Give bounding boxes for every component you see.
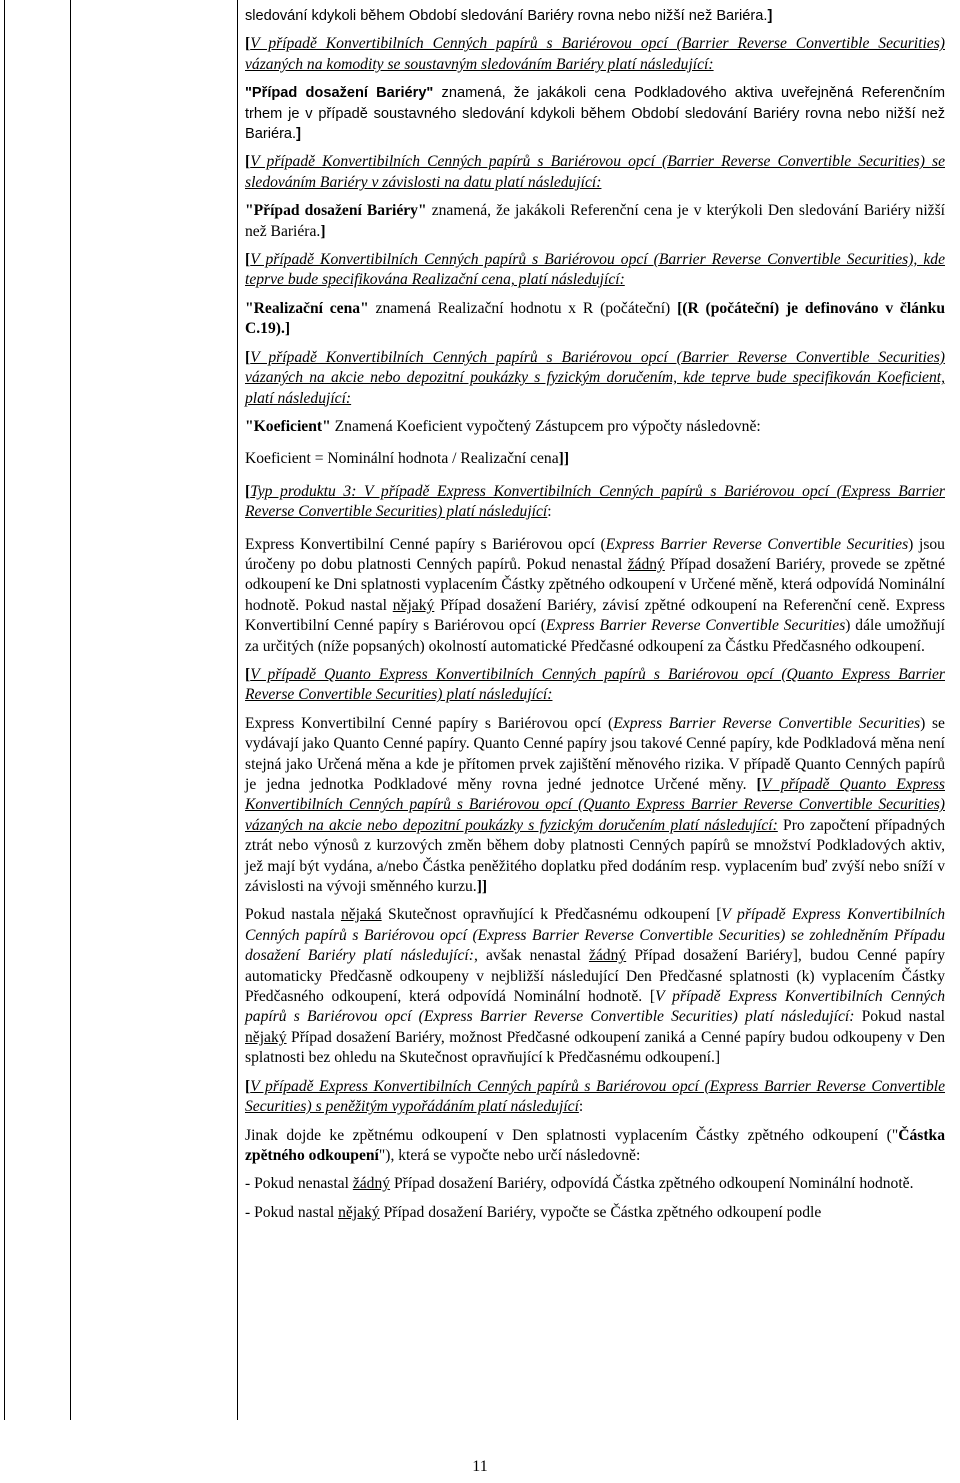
paragraph-continuation: sledování kdykoli během Období sledování Bariéry rovna nebo nižší než Bariéra.]	[245, 8, 773, 24]
table-border-mid-2	[237, 0, 238, 1420]
list-item-no-barrier-event: - Pokud nenastal žádný Případ dosažení Bariéry, odpovídá Částka zpětného odkoupení Nominální hodnotě.	[245, 1175, 914, 1193]
paragraph-commodity-condition: [V případě Konvertibilních Cenných papírů s Bariérovou opcí (Barrier Reverse Convertible Securities) vázaných na komodity se soustavným sledováním Bariéry platí následující:	[245, 35, 945, 73]
paragraph-early-redemption: Pokud nastala nějaká Skutečnost opravňující k Předčasnému odkoupení [V případě Express Konvertibilních Cenných papírů s Bariérovou opcí (Express Barrier Reverse Convertible Securities) se zohledněním Případu dosažení Bariéry platí následující:, avšak nenastal žádný Případ dosažení Bariéry], budou Cenné papíry automaticky Předčasně odkoupeny v nejbližší následující Den Předčasné splatnosti (k) vyplacením Částky Předčasného odkoupení, která odpovídá Nominální hodnotě. [V případě Express Konvertibilních Cenných papírů s Bariérovou opcí (Express Barrier Reverse Convertible Securities) platí následující: Pokud nastal nějaký Případ dosažení Bariéry, možnost Předčasné odkoupení zaniká a Cenné papíry budou odkoupeny v Den splatnosti bez ohledu na Skutečnost opravňující k Předčasnému odkoupení.]	[245, 906, 946, 1067]
paragraph-express-description: Express Konvertibilní Cenné papíry s Bariérovou opcí (Express Barrier Reverse Convertible Securities) jsou úročeny po dobu platnosti Cenných papírů. Pokud nenastal žádný Případ dosažení Bariéry, provede se zpětné odkoupení ke Dni splatnosti vyplacením Částky zpětného odkoupení v Určené měně, která odpovídá Nominální hodnotě. Pokud nastal nějaký Případ dosažení Bariéry, závisí zpětné odkoupení na Referenční ceně. Express Konvertibilní Cenné papíry s Bariérovou opcí (Express Barrier Reverse Convertible Securities) dále umožňují za určitých (níže popsaných) okolností automatické Předčasné odkoupení za Částku Předčasného odkoupení.	[245, 535, 945, 655]
paragraph-ratio-formula: Koeficient = Nominální hodnota / Realizační cena]]	[245, 450, 570, 468]
paragraph-product-type-3: [Typ produktu 3: V případě Express Konvertibilních Cenných papírů s Bariérovou opcí (Express Barrier Reverse Convertible Securities) platí následující:	[245, 482, 945, 521]
page-number: 11	[472, 1458, 488, 1475]
paragraph-quanto-condition: [V případě Quanto Express Konvertibilních Cenných papírů s Bariérovou opcí (Quanto Express Barrier Reverse Convertible Securities) platí následující:	[245, 665, 945, 704]
paragraph-date-condition: [V případě Konvertibilních Cenných papírů s Bariérovou opcí (Barrier Reverse Convertible Securities) se sledováním Bariéry v závislosti na datu platí následující:	[245, 153, 945, 191]
paragraph-quanto-description: Express Konvertibilní Cenné papíry s Bariérovou opcí (Express Barrier Reverse Convertible Securities) se vydávají jako Quanto Cenné papíry. Quanto Cenné papíry jsou takové Cenné papíry, kde Podkladová měna není stejná jako Určená měna a kde je přítomen prvek zajištění měnového rizika. V případě Quanto Cenných papírů je jedna jednotka Podkladové měny rovna jedné jednotce Určené měny. [V případě Quanto Express Konvertibilních Cenných papírů s Bariérovou opcí (Quanto Express Barrier Reverse Convertible Securities) vázaných na akcie nebo depozitní poukázky s fyzickým doručením platí následující: Pro započtení případných ztrát nebo výnosů z kurzových změn během doby platnosti Cenných papírů se množství Podkladových aktiv, jež mají být vydána, a/nebo Částka peněžitého doplatku před dodáním resp. vyplacením buď zvýší nebo sníží v závislosti na vývoji směnného kurzu.]]	[245, 714, 946, 896]
document-text-column	[245, 6, 945, 1235]
paragraph-ratio-condition: [V případě Konvertibilních Cenných papírů s Bariérovou opcí (Barrier Reverse Convertible Securities) vázaných na akcie nebo depozitní poukázky s fyzickým doručením, kde teprve bude specifikován Koeficient, platí následující:	[245, 348, 945, 407]
paragraph-strike-definition: "Realizační cena" znamená Realizační hodnotu x R (počáteční) [(R (počáteční) je definováno v článku C.19).]	[245, 299, 946, 338]
paragraph-redemption-amount: Jinak dojde ke zpětnému odkoupení v Den splatnosti vyplacením Částky zpětného odkoupení ("Částka zpětného odkoupení"), která se vypočte nebo určí následovně:	[245, 1126, 945, 1164]
paragraph-barrier-event-continuous: "Případ dosažení Bariéry" znamená, že jakákoli cena Podkladového aktiva uveřejněná Referenčním trhem je v případě soustavného sledování kdykoli během Období sledování Bariéry rovna nebo nižší než Bariéra.]	[245, 85, 945, 143]
paragraph-strike-condition: [V případě Konvertibilních Cenných papírů s Bariérovou opcí (Barrier Reverse Convertible Securities), kde teprve bude specifikována Realizační cena, platí následující:	[245, 251, 945, 289]
paragraph-barrier-event-date: "Případ dosažení Bariéry" znamená, že jakákoli Referenční cena je v kterýkoli Den sledování Bariéry nižší než Bariéra.]	[245, 202, 946, 240]
paragraph-ratio-definition: "Koeficient" Znamená Koeficient vypočtený Zástupcem pro výpočty následovně:	[245, 417, 761, 435]
table-border-left	[4, 0, 5, 1420]
table-border-mid-1	[70, 0, 71, 1420]
paragraph-cash-settlement-condition: [V případě Express Konvertibilních Cenných papírů s Bariérovou opcí (Express Barrier Reverse Convertible Securities) s peněžitým vypořádáním platí následující:	[245, 1077, 945, 1116]
list-item-barrier-event: - Pokud nastal nějaký Případ dosažení Bariéry, vypočte se Částka zpětného odkoupení podle	[245, 1203, 822, 1221]
